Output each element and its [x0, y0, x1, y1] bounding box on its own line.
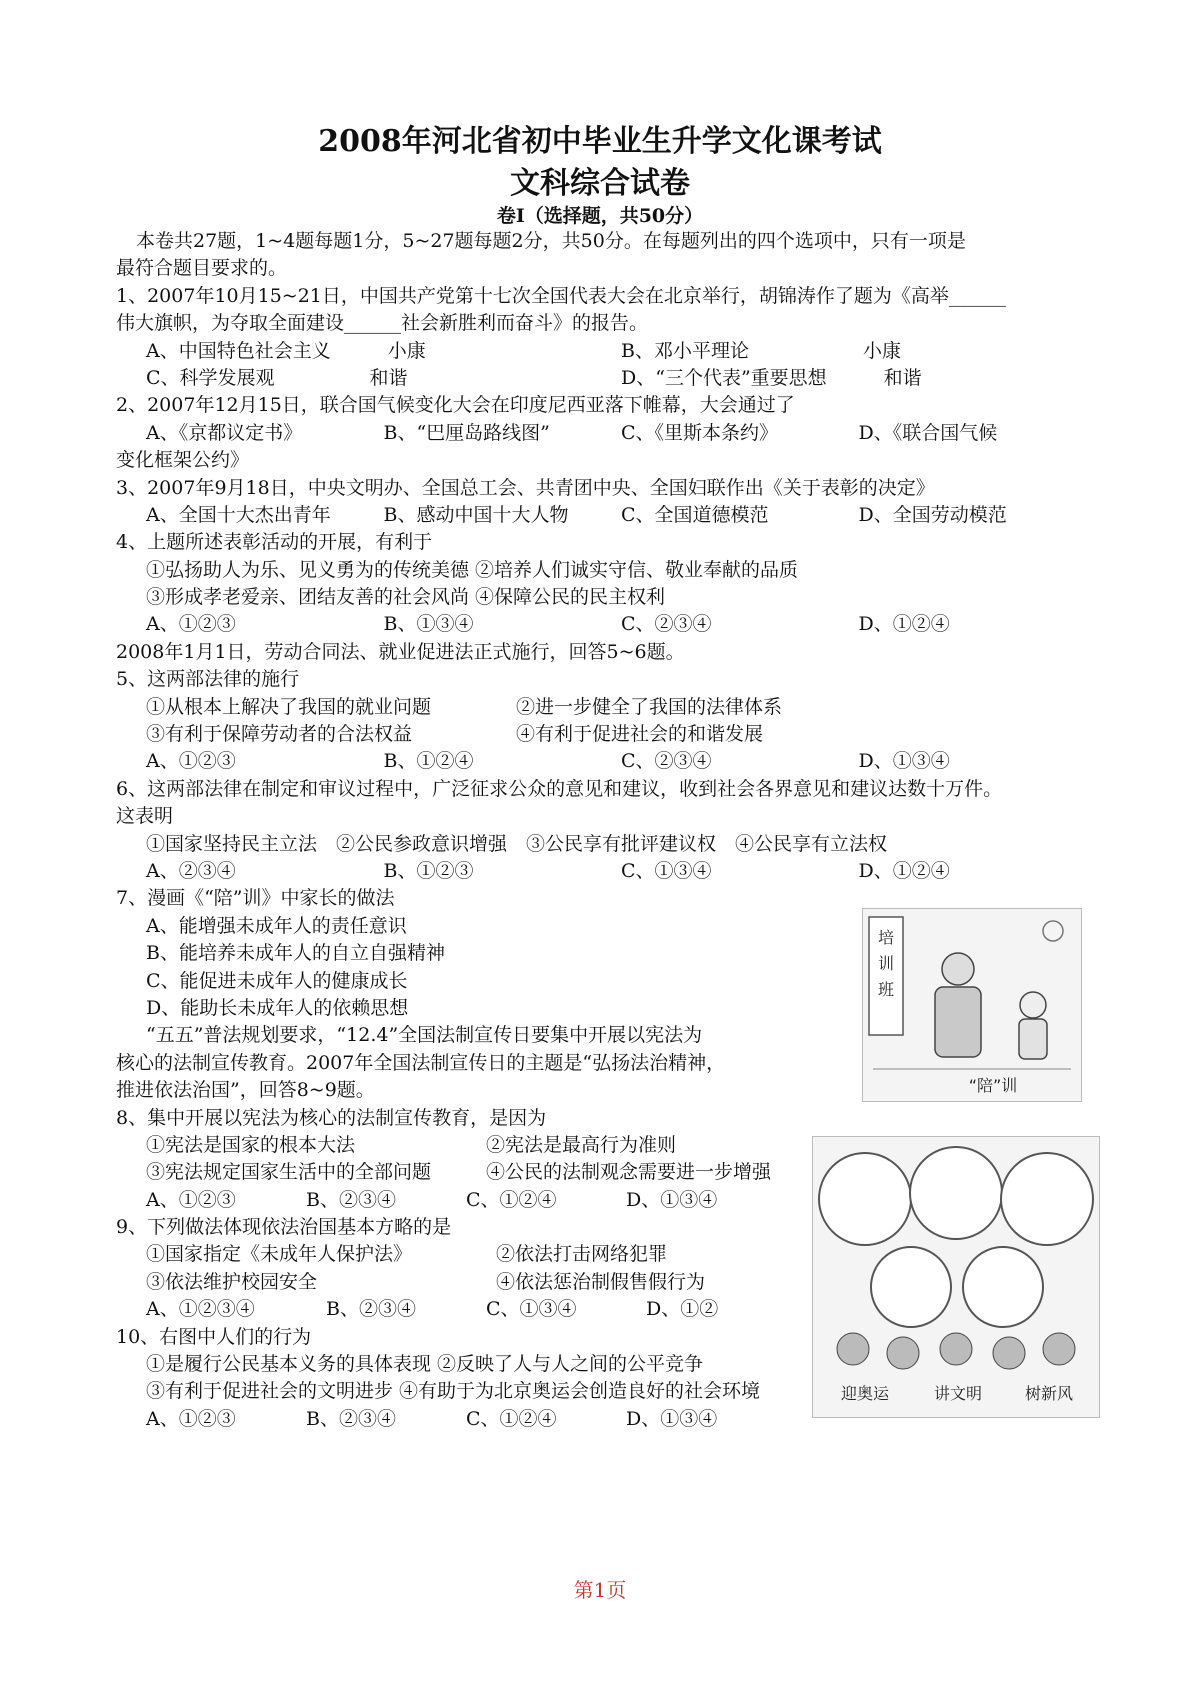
q10-stem: 10、右图中人们的行为: [116, 1325, 312, 1348]
q9-stem: 9、下列做法体现依法治国基本方略的是: [116, 1216, 452, 1239]
item-3: ③依法维护校园安全: [146, 1270, 318, 1293]
q4-items: ③形成孝老爱亲、团结友善的社会风尚 ④保障公民的民主权利: [146, 586, 666, 609]
intro-line: 本卷共27题，1~4题每题1分，5~27题每题2分，共50分。在每题列出的四个选项中，只有一项是: [136, 230, 966, 252]
item-1: ①宪法是国家的根本大法: [146, 1133, 356, 1156]
q10-items: ③有利于促进社会的文明进步 ④有助于为北京奥运会创造良好的社会环境: [146, 1380, 761, 1403]
option-d: D、①②: [646, 1298, 719, 1321]
option-a: A、①②③④: [146, 1298, 255, 1321]
q6-items: ①国家坚持民主立法 ②公民参政意识增强 ③公民享有批评建议权 ④公民享有立法权: [146, 832, 888, 855]
option-b: B、①③④: [383, 613, 474, 636]
q2-stem: 2、2007年12月15日，联合国气候变化大会在印度尼西亚落下帷幕，大会通过了: [116, 394, 795, 417]
q1-options-row: [116, 338, 1096, 365]
item-2: ②宪法是最高行为准则: [486, 1133, 677, 1156]
option-b: B、能培养未成年人的自立自强精神: [146, 942, 445, 965]
olympic-civility-figure: [812, 1136, 1100, 1418]
q2-option-continued: 变化框架公约》: [116, 449, 250, 472]
option-d: D、全国劳动模范: [858, 503, 1007, 526]
scene-circle-right: [1001, 1153, 1093, 1245]
sign-char: 班: [877, 980, 895, 999]
q1-stem: 1、2007年10月15~21日，中国共产党第十七次全国代表大会在北京举行，胡锦涛作了题为《高举______: [116, 284, 1006, 307]
scene-circle-center: [910, 1147, 1002, 1239]
option-a: A、中国特色社会主义 小康: [146, 339, 426, 362]
sign-char: 培: [877, 928, 895, 947]
item-2: ②进一步健全了我国的法律体系: [516, 695, 783, 718]
mascot-icon: [940, 1333, 972, 1365]
q4-stem: 4、上题所述表彰活动的开展，有利于: [116, 531, 433, 554]
option-b: B、“巴厘岛路线图”: [383, 421, 550, 444]
q5-items-row: [116, 694, 1096, 721]
option-b: B、邓小平理论 小康: [621, 339, 901, 362]
option-a: A、①②③: [146, 1188, 236, 1211]
item-4: ④公民的法制观念需要进一步增强: [486, 1161, 772, 1184]
option-a: A、《京都议定书》: [146, 421, 303, 444]
option-c: C、②③④: [621, 613, 712, 636]
option-a: A、全国十大杰出青年: [146, 503, 331, 526]
lead-8-9: 推进依法治国”，回答8~9题。: [116, 1079, 375, 1102]
slogan-caption: 树新风: [1024, 1384, 1074, 1403]
option-c: C、①②④: [466, 1188, 557, 1211]
cartoon-caption: “陪”训: [968, 1076, 1018, 1095]
item-4: ④有利于促进社会的和谐发展: [516, 723, 764, 746]
q8-stem: 8、集中开展以宪法为核心的法制宣传教育，是因为: [116, 1106, 547, 1129]
option-c: C、《里斯本条约》: [621, 421, 779, 444]
item-3: ③宪法规定国家生活中的全部问题: [146, 1161, 432, 1184]
option-b: B、①②④: [383, 750, 474, 773]
q5-options-row: [116, 748, 1096, 775]
q4-items: ①弘扬助人为乐、见义勇为的传统美德 ②培养人们诚实守信、敬业奉献的品质: [146, 558, 799, 581]
item-1: ①国家指定《未成年人保护法》: [146, 1243, 413, 1266]
q6-stem: 这表明: [116, 805, 174, 828]
option-d: D、能助长未成年人的依赖思想: [146, 996, 409, 1019]
q1-stem: 伟大旗帜，为夺取全面建设______社会新胜利而奋斗》的报告。: [116, 312, 649, 335]
option-c: C、全国道德模范: [621, 503, 769, 526]
option-b: B、①②③: [383, 859, 474, 882]
option-d: D、①③④: [858, 750, 950, 773]
option-d: D、“三个代表”重要思想 和谐: [621, 366, 922, 389]
cartoon-illustration: [863, 909, 1081, 1101]
mascot-icon: [1043, 1333, 1075, 1365]
sign-char: 训: [877, 954, 895, 973]
lead-8-9: 核心的法制宣传教育。2007年全国法制宣传日的主题是“弘扬法治精神，: [116, 1051, 726, 1074]
q1-options-row: [116, 365, 1096, 392]
mascot-icon: [887, 1337, 919, 1369]
slogan-caption: 讲文明: [933, 1384, 983, 1403]
q4-options-row: [116, 611, 1096, 638]
option-c: C、②③④: [621, 750, 712, 773]
lead-5-6: 2008年1月1日，劳动合同法、就业促进法正式施行，回答5~6题。: [116, 640, 685, 663]
child-head: [1020, 992, 1046, 1018]
mascot-icon: [837, 1333, 869, 1365]
option-d: D、①③④: [626, 1188, 718, 1211]
option-c: C、①③④: [486, 1298, 577, 1321]
olympic-illustration: [813, 1137, 1099, 1417]
exam-title: 2008年河北省初中毕业生升学文化课考试: [318, 124, 882, 159]
q3-stem: 3、2007年9月18日，中央文明办、全国总工会、共青团中央、全国妇联作出《关于表彰的决定》: [116, 476, 935, 499]
q10-items: ①是履行公民基本义务的具体表现 ②反映了人与人之间的公平竞争: [146, 1353, 704, 1376]
option-a: A、能增强未成年人的责任意识: [146, 914, 407, 937]
sun-icon: [1043, 921, 1063, 941]
option-a: A、①②③: [146, 1407, 236, 1430]
option-b: B、②③④: [306, 1188, 396, 1211]
option-d: D、《联合国气候: [858, 421, 998, 444]
option-c: C、①②④: [466, 1407, 557, 1430]
option-a: A、①②③: [146, 613, 236, 636]
option-b: B、感动中国十大人物: [383, 503, 569, 526]
child-body: [1019, 1019, 1047, 1059]
scene-circle-lower-left: [871, 1247, 951, 1327]
option-b: B、②③④: [306, 1407, 396, 1430]
option-d: D、①③④: [626, 1407, 718, 1430]
item-1: ①从根本上解决了我国的就业问题: [146, 695, 432, 718]
parent-head: [942, 953, 974, 985]
q7-stem: 7、漫画《“陪”训》中家长的做法: [116, 887, 395, 910]
cartoon-training-figure: [862, 908, 1082, 1102]
scene-circle-left: [819, 1153, 911, 1245]
page-number: 第1页: [573, 1578, 627, 1602]
option-c: C、能促进未成年人的健康成长: [146, 969, 408, 992]
item-3: ③有利于保障劳动者的合法权益: [146, 723, 413, 746]
option-b: B、②③④: [326, 1298, 416, 1321]
intro-line: 最符合题目要求的。: [116, 257, 288, 280]
option-d: D、①②④: [858, 613, 950, 636]
lead-8-9: “五五”普法规划要求，“12.4”全国法制宣传日要集中开展以宪法为: [146, 1024, 703, 1047]
option-a: A、②③④: [146, 859, 236, 882]
parent-body-bag: [935, 987, 981, 1057]
slogan-caption: 迎奥运: [840, 1384, 890, 1403]
option-c: C、科学发展观 和谐: [146, 366, 408, 389]
q5-items-row: [116, 721, 1096, 748]
mascot-icon: [993, 1337, 1025, 1369]
q2-options-row: [116, 420, 1096, 447]
item-4: ④依法惩治制假售假行为: [496, 1270, 706, 1293]
section-heading: 卷Ⅰ（选择题，共50分）: [496, 205, 704, 227]
exam-subtitle: 文科综合试卷: [510, 166, 690, 201]
item-2: ②依法打击网络犯罪: [496, 1243, 668, 1266]
q3-options-row: [116, 502, 1096, 529]
scene-circle-lower-right: [963, 1247, 1043, 1327]
q6-options-row: [116, 858, 1096, 885]
q6-stem: 6、这两部法律在制定和审议过程中，广泛征求公众的意见和建议，收到社会各界意见和建议达数十万件。: [116, 777, 1003, 800]
q5-stem: 5、这两部法律的施行: [116, 668, 300, 691]
option-c: C、①③④: [621, 859, 712, 882]
option-a: A、①②③: [146, 750, 236, 773]
option-d: D、①②④: [858, 859, 950, 882]
